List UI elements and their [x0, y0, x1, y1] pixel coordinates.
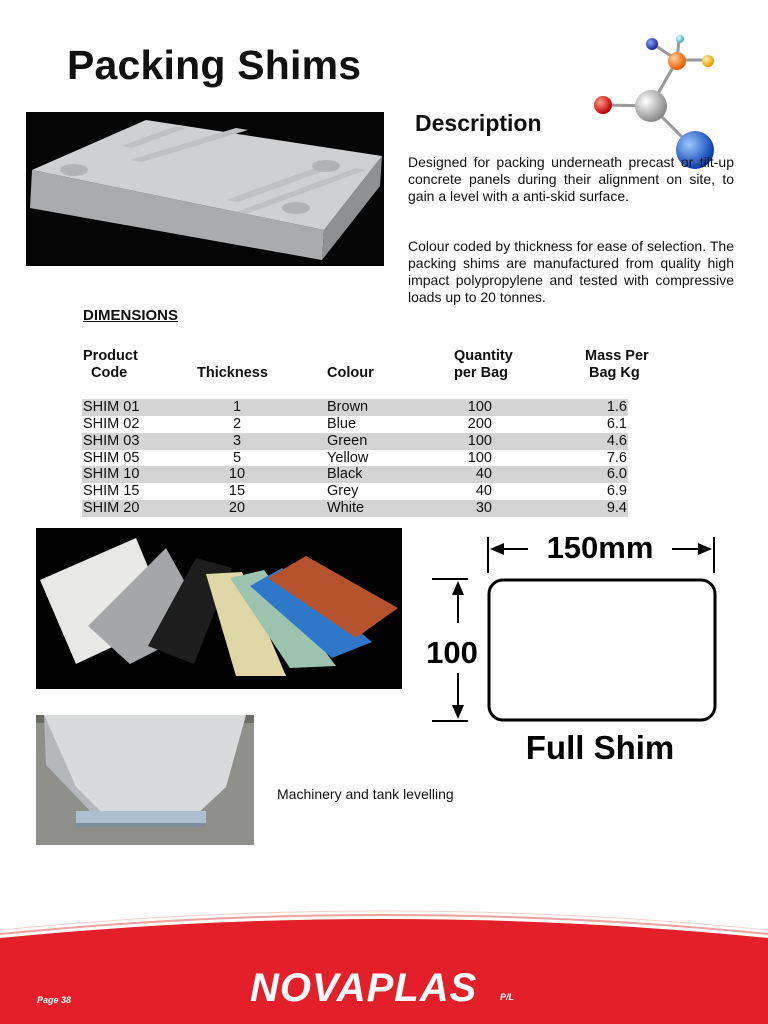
description-heading: Description — [415, 110, 542, 136]
page-title: Packing Shims — [67, 42, 362, 88]
single-shim-photo — [26, 112, 384, 266]
header-quantity: Quantity per Bag — [454, 348, 513, 381]
table-row: SHIM 15 15 Grey 40 6.9 — [83, 483, 627, 499]
page-number: Page 38 — [37, 995, 72, 1005]
height-label: 100 — [426, 635, 478, 670]
width-label: 150mm — [546, 530, 654, 565]
brand-logo: NOVAPLAS — [250, 966, 478, 1010]
coloured-shims-photo — [36, 528, 402, 689]
header-colour: Colour — [327, 365, 374, 381]
description-paragraph-1: Designed for packing underneath precast or tilt-up concrete panels during their alignment on site, to gain a level with a anti-skid surface. — [408, 154, 734, 204]
header-product-code: Product Code — [83, 348, 138, 381]
table-row: SHIM 02 2 Blue 200 6.1 — [83, 416, 627, 432]
brand-suffix: P/L — [500, 992, 515, 1002]
header-thickness: Thickness — [197, 365, 268, 381]
table-row: SHIM 03 3 Green 100 4.6 — [83, 433, 627, 449]
diagram-caption: Full Shim — [525, 729, 675, 766]
table-row: SHIM 20 20 White 30 9.4 — [83, 500, 627, 516]
table-row: SHIM 01 1 Brown 100 1.6 — [83, 399, 627, 415]
machinery-caption: Machinery and tank levelling — [277, 786, 454, 802]
table-row: SHIM 05 5 Yellow 100 7.6 — [83, 450, 627, 466]
machinery-levelling-photo — [36, 715, 254, 845]
full-shim-diagram — [410, 525, 740, 775]
header-mass: Mass Per Bag Kg — [585, 348, 649, 381]
description-paragraph-2: Colour coded by thickness for ease of selection. The packing shims are manufactured from quality high impact polypropylene and tested with compressive loads up to 20 tonnes. — [408, 238, 734, 305]
dimensions-heading: DIMENSIONS — [83, 307, 179, 324]
table-row: SHIM 10 10 Black 40 6.0 — [83, 466, 627, 482]
